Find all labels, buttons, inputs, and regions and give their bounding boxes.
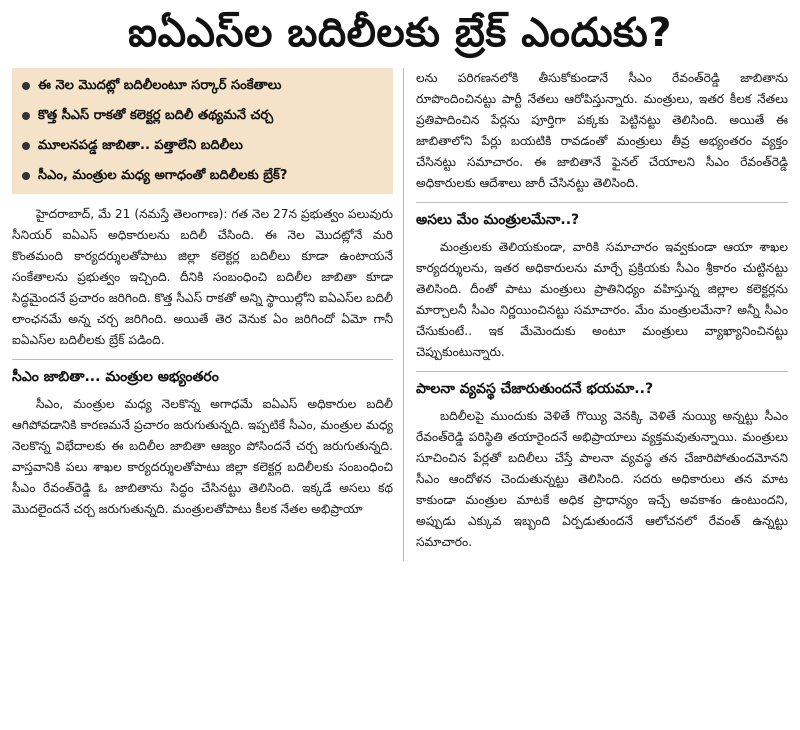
highlight-item	[22, 76, 385, 96]
headline: ఐఏఎస్‌ల బదిలీలకు బ్రేక్ ఎందుకు?	[128, 10, 672, 56]
bullet-icon	[22, 172, 30, 180]
bullet-icon	[22, 142, 30, 150]
paragraph: లను పరిగణనలోకి తీసుకోకుండానే సీఎం రేవంత్‌రెడ్డి జాబితాను రూపొందించినట్టు పార్టీ నేతలు ఆరోపిస్తున్నారు. మంత్రులు, ఇతర కీలక నేతలు ప్రతిపాదించిన పేర్లను పూర్తిగా పక్కకు పెట్టినట్టు తెలిసింది. అయితే ఈ జాబితాలోని పేర్లు బయటికి రావడంతో మంత్రులు తీవ్ర అభ్యంతరం వ్యక్తం చేసినట్టు సమాచారం. ఈ జాబితానే ఫైనల్ చేయాలని సీఎం రేవంత్‌రెడ్డి అధికారులకు ఆదేశాలు జారీ చేసినట్టు తెలిసింది.	[416, 71, 788, 190]
left-column	[12, 68, 404, 561]
bullet-icon	[22, 82, 30, 90]
highlight-item	[22, 166, 385, 186]
divider	[416, 202, 788, 203]
highlight-text: సీఎం, మంత్రుల మధ్య అగాధంతో బదిలీలకు బ్రేక్?	[38, 168, 288, 183]
subheading: అసలు మేం మంత్రులమేనా..?	[416, 212, 580, 228]
divider	[12, 359, 393, 360]
paragraph: సీఎం, మంత్రుల మధ్య నెలకొన్న అగాధమే ఐఏఎస్ అధికారుల బదిలీ ఆగిపోవడానికి కారణమనే ప్రచారం జరుగుతున్నది. ఇప్పటికే సీఎం, మంత్రుల మధ్య నెలకొన్న విభేదాలకు ఈ బదిలీల జాబితా ఆజ్యం పోసిందనే చర్చ జరుగుతున్నది. వాస్తవానికి పలు శాఖల కార్యదర్శులతోపాటు జిల్లా కలెక్టర్ల బదిలీలకు సంబంధించి సీఎం రేవంత్‌రెడ్డి ఓ జాబితాను సిద్ధం చేసినట్టు తెలిసింది. ఇక్కడే అసలు కథ మొదలైందనే చర్చ జరుగుతున్నది. మంత్రులతోపాటు కీలక నేతల అభిప్రాయా	[12, 397, 393, 516]
paragraph: బదిలీలపై ముందుకు వెళితే గొయ్యి వెనక్కి వెళితే నుయ్యి అన్నట్టు సీఎం రేవంత్‌రెడ్డి పరిస్థితి తయారైందనే అభిప్రాయాలు వ్యక్తమవుతున్నాయి. మంత్రులు సూచించిన పేర్లతో బదిలీలు చేస్తే పాలనా వ్యవస్థ తన చేజారిపోతుందమోనని సీఎం ఆందోళన చెందుతున్నట్టు తెలిసింది. సదరు అధికారులు తన మాట కాకుండా మంత్రుల మాటకే అధిక ప్రాధాన్యం ఇచ్చే అవకాశం ఉంటుందని, అప్పుడు ఎక్కువ ఇబ్బంది ఏర్పడుతుందనే ఆలోచనలో రేవంత్ ఉన్నట్టు సమాచారం.	[416, 409, 788, 549]
divider	[416, 371, 788, 372]
highlights-box	[12, 68, 393, 194]
subheading: సీఎం జాబితా... మంత్రుల అభ్యంతరం	[12, 369, 219, 385]
paragraph: హైదరాబాద్, మే 21 (నమస్తే తెలంగాణ): గత నెల 27న ప్రభుత్వం పలువురు సీనియర్ ఐఏఎస్ అధికారులను బదిలీ చేసింది. ఈ నెల మొదట్లోనే మరి కొంతమంది కార్యదర్శులతోపాటు జిల్లా కలెక్టర్ల బదిలీలు కూడా ఉంటాయనే సంకేతాలను ప్రభుత్వం ఇచ్చింది. దీనికి సంబంధించి బదిలీల జాబితా కూడా సిద్ధమైందనే ప్రచారం జరిగింది. కొత్త సీఎస్ రాకతో అన్ని స్థాయిల్లోని ఐఏఎస్‌ల బదిలీ లాంఛనమే అన్న చర్చ జరిగింది. అయితే తెర వెనుక ఏం జరిగిందో ఏమో గానీ ఐఏఎస్‌ల బదిలీలకు బ్రేక్ పడింది.	[12, 207, 393, 347]
highlight-text: ఈ నెల మొదట్లో బదిలీలంటూ సర్కార్ సంకేతాలు	[38, 78, 282, 93]
highlight-item	[22, 136, 385, 156]
paragraph: మంత్రులకు తెలియకుండా, వారికి సమాచారం ఇవ్వకుండా ఆయా శాఖల కార్యదర్శులను, ఇతర అధికారులను మార్చే ప్రక్రియకు సీఎం శ్రీకారం చుట్టినట్టు తెలిసింది. దీంతో పాటు మంత్రులు ప్రాతినిధ్యం వహిస్తున్న జిల్లాల కలెక్టర్లను మార్చాలనీ సీఎం నిర్ణయించినట్టు సమాచారం. మేం మంత్రులమేనా? అన్నీ సీఎం చేసుకుంటే.. ఇక మేమెందుకు అంటూ మంత్రులు వ్యాఖ్యానించినట్టు చెప్పుకుంటున్నారు.	[416, 240, 788, 359]
highlight-text: కొత్త సీఎస్ రాకతో కలెక్టర్ల బదిలీ తథ్యమనే చర్చ	[38, 108, 274, 123]
right-column	[404, 68, 788, 561]
subheading: పాలనా వ్యవస్థ చేజారుతుందనే భయమా..?	[416, 381, 654, 397]
bullet-icon	[22, 112, 30, 120]
article-columns	[12, 68, 788, 561]
highlight-text: మూలనపడ్డ జాబితా.. పత్తాలేని బదిలీలు	[38, 138, 243, 153]
highlight-item	[22, 106, 385, 126]
